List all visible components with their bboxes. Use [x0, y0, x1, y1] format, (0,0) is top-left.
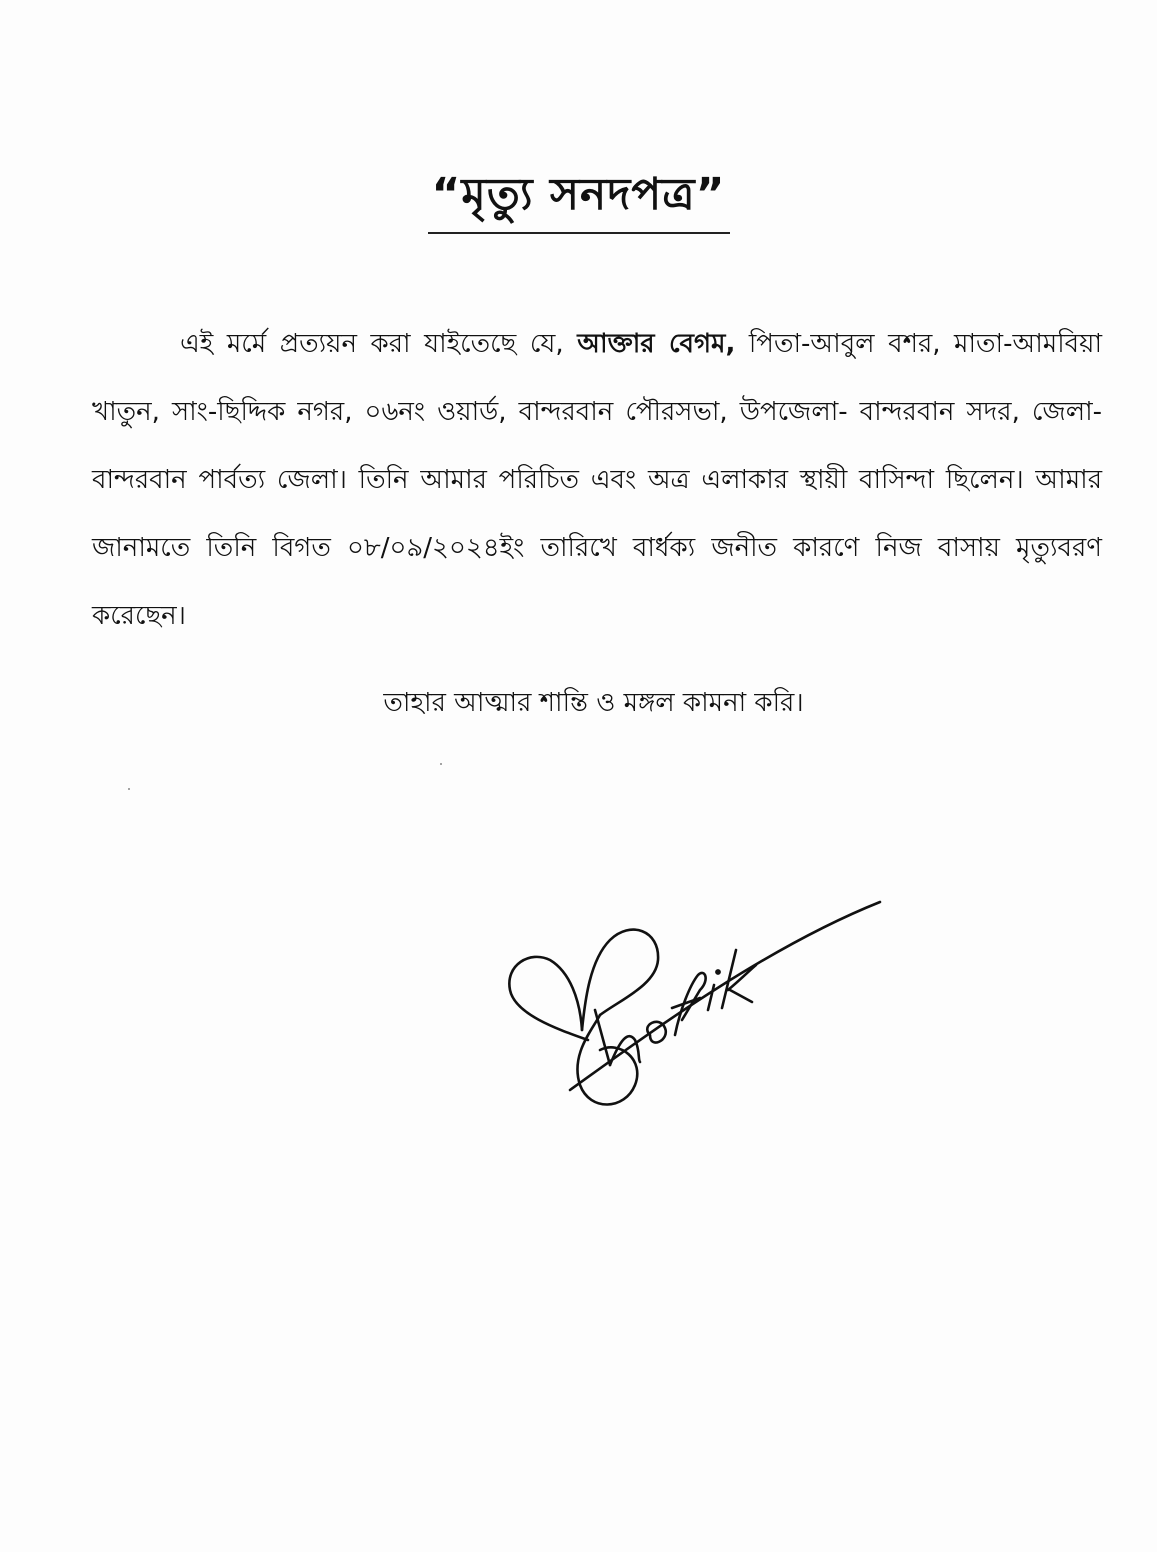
paragraph-intro: এই মর্মে প্রত্যয়ন করা যাইতেছে যে,	[180, 329, 578, 359]
paper-speck	[128, 788, 130, 790]
certificate-paragraph	[92, 310, 1102, 650]
title-container	[0, 160, 1157, 234]
paragraph-details: পিতা-আবুল বশর, মাতা-আমবিয়া খাতুন, সাং-ছিদ্দিক নগর, ০৬নং ওয়ার্ড, বান্দরবান পৌরসভা, উপজেলা- বান্দরবান সদর, জেলা-বান্দরবান পার্বত্য জেলা। তিনি আমার পরিচিত এবং অত্র এলাকার স্থায়ী বাসিন্দা ছিলেন। আমার জানামতে তিনি বিগত ০৮/০৯/২০২৪ইং তারিখে বার্ধক্য জনীত কারণে নিজ বাসায় মৃত্যুবরণ করেছেন।	[92, 329, 1102, 631]
document-title: “মৃত্যু সনদপত্র”	[428, 160, 730, 234]
deceased-name: আক্তার বেগম,	[577, 329, 736, 359]
closing-line: তাহার আত্মার শান্তি ও মঙ্গল কামনা করি।	[383, 688, 804, 718]
signature	[500, 890, 890, 1120]
paper-speck	[440, 763, 442, 765]
